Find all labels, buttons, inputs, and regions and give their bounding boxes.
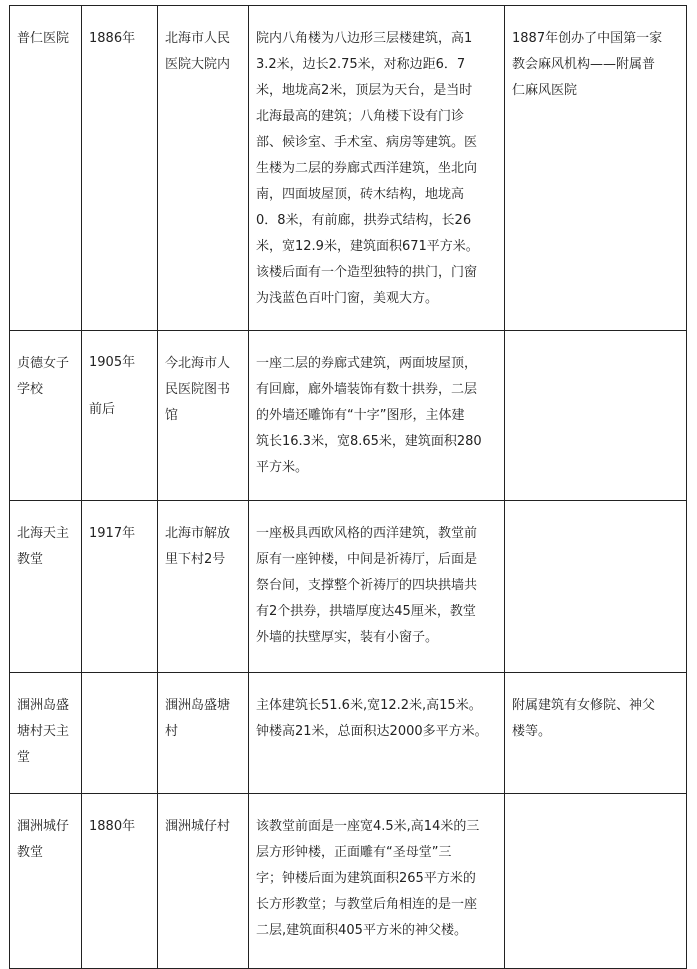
building-notes (505, 794, 687, 969)
table-row (10, 501, 687, 673)
building-name: 北海天主 教堂 (10, 501, 82, 673)
building-location: 涠洲岛盛塘 村 (158, 673, 249, 794)
building-name: 贞德女子 学校 (10, 331, 82, 501)
table-row (10, 794, 687, 969)
building-description: 院内八角楼为八边形三层楼建筑，高1 3.2米，边长2.75米，对称边距6．7 米，地垅高2米，顶层为天台，是当时 北海最高的建筑；八角楼下设有门诊 部、候诊室、手术室、病房等建筑。医 生楼为二层的券廊式西洋建筑，坐北向 南，四面坡屋顶，砖木结构，地垅高 0．8米，有前廊，拱券式结构，长26 米，宽12.9米，建筑面积671平方米。 该楼后面有一个造型独特的拱门，门窗 为浅蓝色百叶门窗，美观大方。 (249, 6, 505, 331)
building-notes (505, 331, 687, 501)
building-year (82, 673, 158, 794)
building-location: 北海市人民 医院大院内 (158, 6, 249, 331)
building-name: 涠洲城仔 教堂 (10, 794, 82, 969)
buildings-table (9, 5, 687, 969)
building-location: 涠洲城仔村 (158, 794, 249, 969)
table-row (10, 673, 687, 794)
building-notes: 附属建筑有女修院、神父 楼等。 (505, 673, 687, 794)
building-name: 普仁医院 (10, 6, 82, 331)
building-year: 1905年 前后 (82, 331, 158, 501)
building-year: 1886年 (82, 6, 158, 331)
building-notes: 1887年创办了中国第一家 教会麻风机构——附属普 仁麻风医院 (505, 6, 687, 331)
building-name: 涠洲岛盛 塘村天主 堂 (10, 673, 82, 794)
building-description: 主体建筑长51.6米,宽12.2米,高15米。 钟楼高21米，总面积达2000多平方米。 (249, 673, 505, 794)
building-location: 北海市解放 里下村2号 (158, 501, 249, 673)
building-year: 1917年 (82, 501, 158, 673)
building-year: 1880年 (82, 794, 158, 969)
building-notes (505, 501, 687, 673)
building-description: 一座二层的券廊式建筑，两面坡屋顶， 有回廊，廊外墙装饰有数十拱券，二层 的外墙还雕饰有“十字”图形，主体建 筑长16.3米，宽8.65米，建筑面积280 平方米。 (249, 331, 505, 501)
building-location: 今北海市人 民医院图书 馆 (158, 331, 249, 501)
table-row (10, 331, 687, 501)
building-description: 一座极具西欧风格的西洋建筑，教堂前 原有一座钟楼，中间是祈祷厅，后面是 祭台间，支撑整个祈祷厅的四块拱墙共 有2个拱券，拱墙厚度达45厘米，教堂 外墙的扶壁厚实，装有小窗子。 (249, 501, 505, 673)
building-description: 该教堂前面是一座宽4.5米,高14米的三 层方形钟楼，正面雕有“圣母堂”三 字；钟楼后面为建筑面积265平方米的 长方形教堂；与教堂后角相连的是一座 二层,建筑面积405平方米的神父楼。 (249, 794, 505, 969)
table-row (10, 6, 687, 331)
